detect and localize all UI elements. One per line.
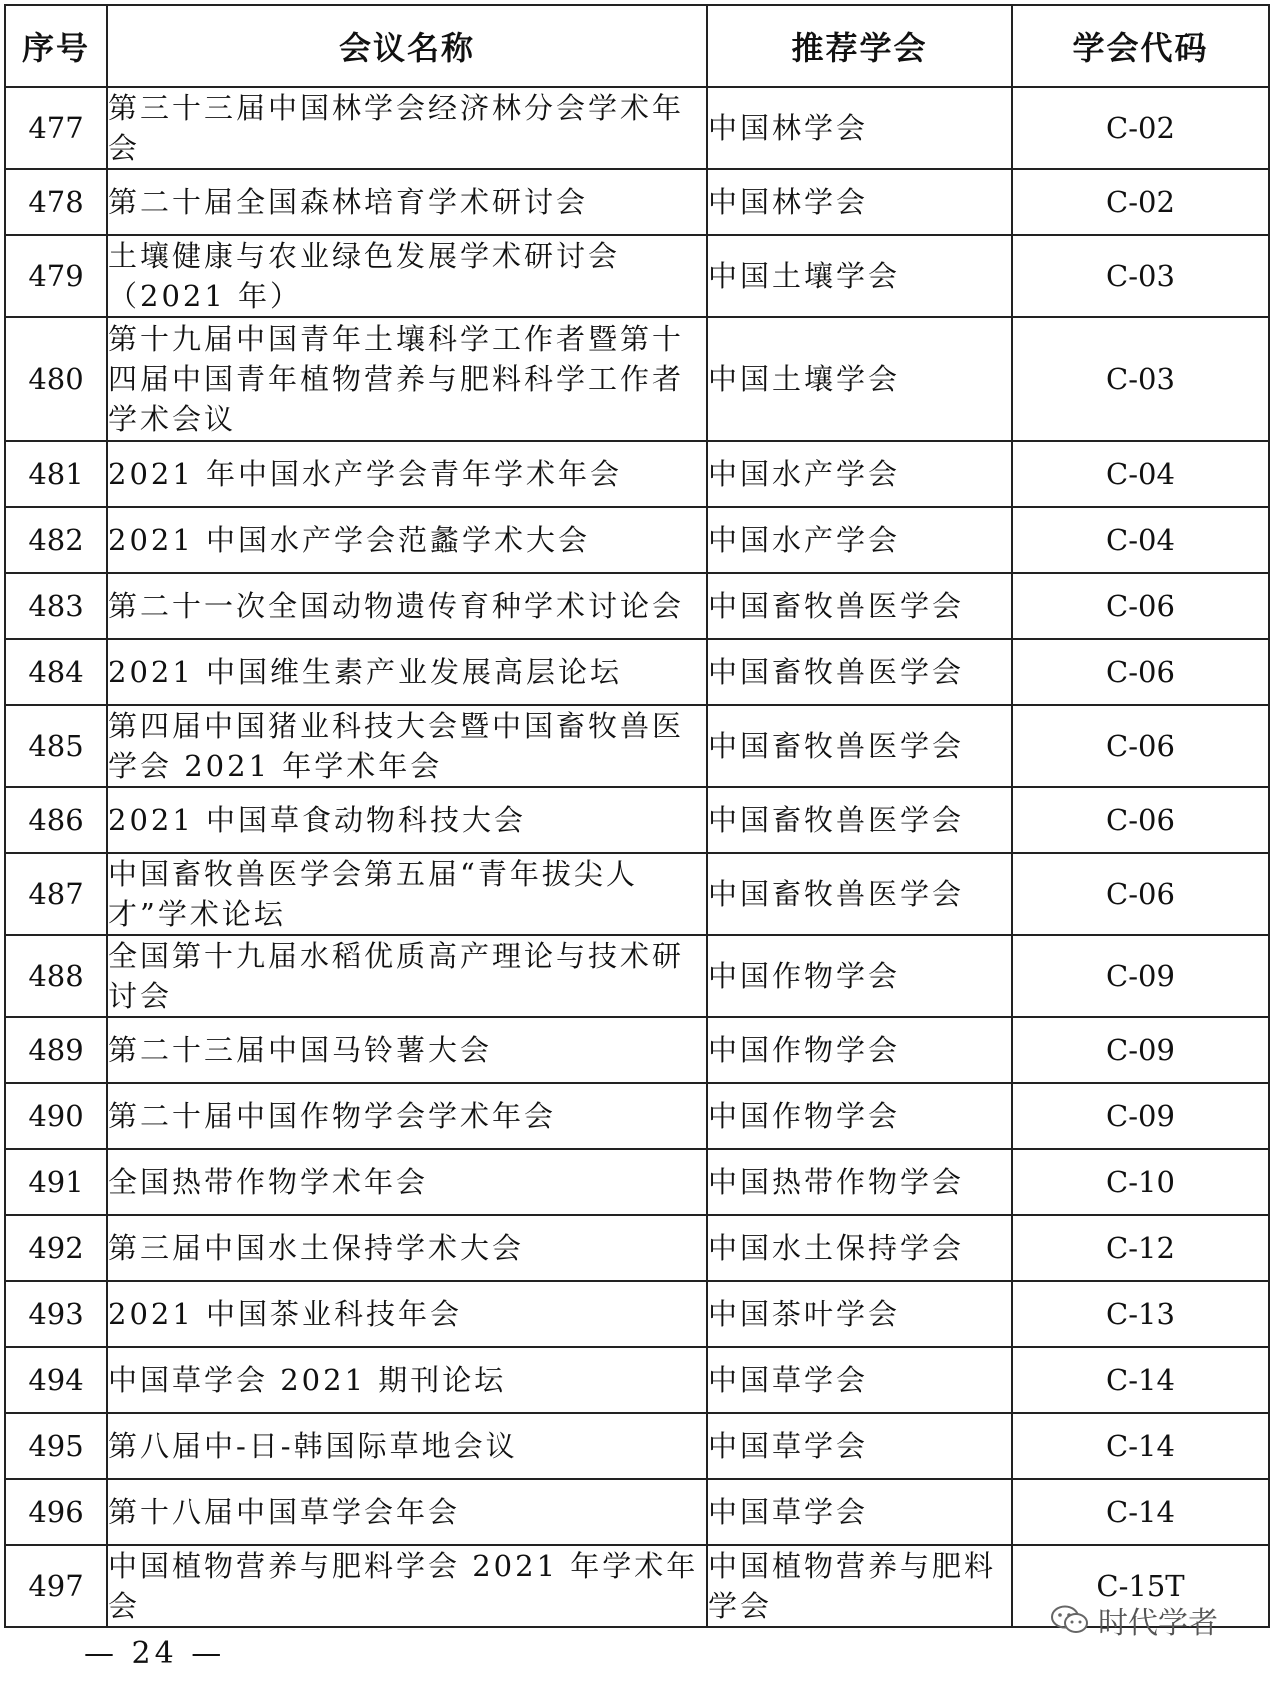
conference-name: 全国第十九届水稻优质高产理论与技术研讨会: [107, 935, 707, 1017]
society-code: C-02: [1012, 169, 1269, 235]
page-number: — 24 —: [84, 1636, 226, 1671]
recommending-society: 中国热带作物学会: [707, 1149, 1012, 1215]
society-code: C-15T: [1012, 1545, 1269, 1627]
table-row: [5, 573, 1269, 639]
row-number: 496: [5, 1479, 107, 1545]
society-code: C-06: [1012, 853, 1269, 935]
header-no: 序号: [5, 5, 107, 87]
recommending-society: 中国林学会: [707, 87, 1012, 169]
row-number: 477: [5, 87, 107, 169]
table-row: [5, 935, 1269, 1017]
society-code: C-04: [1012, 507, 1269, 573]
row-number: 484: [5, 639, 107, 705]
row-number: 482: [5, 507, 107, 573]
recommending-society: 中国作物学会: [707, 1017, 1012, 1083]
row-number: 480: [5, 317, 107, 441]
recommending-society: 中国畜牧兽医学会: [707, 639, 1012, 705]
society-code: C-06: [1012, 705, 1269, 787]
row-number: 485: [5, 705, 107, 787]
conference-name: 2021 年中国水产学会青年学术年会: [107, 441, 707, 507]
recommending-society: 中国土壤学会: [707, 317, 1012, 441]
society-code: C-06: [1012, 639, 1269, 705]
conference-name: 第十九届中国青年土壤科学工作者暨第十四届中国青年植物营养与肥料科学工作者学术会议: [107, 317, 707, 441]
conference-name: 中国植物营养与肥料学会 2021 年学术年会: [107, 1545, 707, 1627]
society-code: C-10: [1012, 1149, 1269, 1215]
row-number: 488: [5, 935, 107, 1017]
recommending-society: 中国水土保持学会: [707, 1215, 1012, 1281]
society-code: C-14: [1012, 1479, 1269, 1545]
table-row: [5, 1479, 1269, 1545]
table-row: [5, 787, 1269, 853]
conference-name: 第四届中国猪业科技大会暨中国畜牧兽医学会 2021 年学术年会: [107, 705, 707, 787]
header-name: 会议名称: [107, 5, 707, 87]
society-code: C-06: [1012, 787, 1269, 853]
recommending-society: 中国草学会: [707, 1347, 1012, 1413]
watermark: [1050, 1598, 1218, 1642]
recommending-society: 中国畜牧兽医学会: [707, 787, 1012, 853]
row-number: 490: [5, 1083, 107, 1149]
society-code: C-04: [1012, 441, 1269, 507]
row-number: 492: [5, 1215, 107, 1281]
society-code: C-03: [1012, 235, 1269, 317]
recommending-society: 中国林学会: [707, 169, 1012, 235]
conference-name: 2021 中国茶业科技年会: [107, 1281, 707, 1347]
society-code: C-13: [1012, 1281, 1269, 1347]
row-number: 493: [5, 1281, 107, 1347]
row-number: 486: [5, 787, 107, 853]
conference-name: 第二十三届中国马铃薯大会: [107, 1017, 707, 1083]
society-code: C-02: [1012, 87, 1269, 169]
table-row: [5, 169, 1269, 235]
header-code: 学会代码: [1012, 5, 1269, 87]
table-row: [5, 1347, 1269, 1413]
recommending-society: 中国草学会: [707, 1479, 1012, 1545]
table-row: [5, 1083, 1269, 1149]
table-row: [5, 705, 1269, 787]
society-code: C-09: [1012, 1017, 1269, 1083]
conference-name: 第二十届中国作物学会学术年会: [107, 1083, 707, 1149]
table-row: [5, 441, 1269, 507]
conference-name: 中国草学会 2021 期刊论坛: [107, 1347, 707, 1413]
recommending-society: 中国畜牧兽医学会: [707, 853, 1012, 935]
recommending-society: 中国水产学会: [707, 507, 1012, 573]
table-row: [5, 317, 1269, 441]
society-code: C-06: [1012, 573, 1269, 639]
recommending-society: 中国草学会: [707, 1413, 1012, 1479]
conference-name: 中国畜牧兽医学会第五届“青年拔尖人才”学术论坛: [107, 853, 707, 935]
table-row: [5, 87, 1269, 169]
table-row: [5, 1149, 1269, 1215]
row-number: 494: [5, 1347, 107, 1413]
society-code: C-09: [1012, 935, 1269, 1017]
conference-name: 2021 中国维生素产业发展高层论坛: [107, 639, 707, 705]
conference-name: 第十八届中国草学会年会: [107, 1479, 707, 1545]
society-code: C-09: [1012, 1083, 1269, 1149]
table-header-row: [5, 5, 1269, 87]
recommending-society: 中国畜牧兽医学会: [707, 705, 1012, 787]
conference-name: 全国热带作物学术年会: [107, 1149, 707, 1215]
row-number: 497: [5, 1545, 107, 1627]
society-code: C-12: [1012, 1215, 1269, 1281]
conference-name: 第三届中国水土保持学术大会: [107, 1215, 707, 1281]
society-code: C-14: [1012, 1413, 1269, 1479]
conference-name: 土壤健康与农业绿色发展学术研讨会（2021 年）: [107, 235, 707, 317]
table-row: [5, 1413, 1269, 1479]
conference-name: 2021 中国草食动物科技大会: [107, 787, 707, 853]
table-row: [5, 639, 1269, 705]
row-number: 481: [5, 441, 107, 507]
recommending-society: 中国作物学会: [707, 1083, 1012, 1149]
society-code: C-03: [1012, 317, 1269, 441]
recommending-society: 中国茶叶学会: [707, 1281, 1012, 1347]
conference-name: 2021 中国水产学会范蠡学术大会: [107, 507, 707, 573]
conference-name: 第二十届全国森林培育学术研讨会: [107, 169, 707, 235]
conference-name: 第八届中-日-韩国际草地会议: [107, 1413, 707, 1479]
row-number: 491: [5, 1149, 107, 1215]
row-number: 478: [5, 169, 107, 235]
recommending-society: 中国作物学会: [707, 935, 1012, 1017]
wechat-icon: [1050, 1604, 1090, 1636]
table-row: [5, 1215, 1269, 1281]
header-society: 推荐学会: [707, 5, 1012, 87]
row-number: 479: [5, 235, 107, 317]
society-code: C-14: [1012, 1347, 1269, 1413]
recommending-society: 中国植物营养与肥料学会: [707, 1545, 1012, 1627]
row-number: 483: [5, 573, 107, 639]
row-number: 489: [5, 1017, 107, 1083]
recommending-society: 中国畜牧兽医学会: [707, 573, 1012, 639]
row-number: 487: [5, 853, 107, 935]
table-row: [5, 235, 1269, 317]
table-row: [5, 1281, 1269, 1347]
conference-name: 第二十一次全国动物遗传育种学术讨论会: [107, 573, 707, 639]
table-body: [5, 87, 1269, 1627]
table-row: [5, 507, 1269, 573]
table-row: [5, 1017, 1269, 1083]
conference-table: [4, 4, 1270, 1628]
recommending-society: 中国土壤学会: [707, 235, 1012, 317]
row-number: 495: [5, 1413, 107, 1479]
table-row: [5, 853, 1269, 935]
conference-name: 第三十三届中国林学会经济林分会学术年会: [107, 87, 707, 169]
recommending-society: 中国水产学会: [707, 441, 1012, 507]
watermark-text: 时代学者: [1098, 1606, 1218, 1641]
